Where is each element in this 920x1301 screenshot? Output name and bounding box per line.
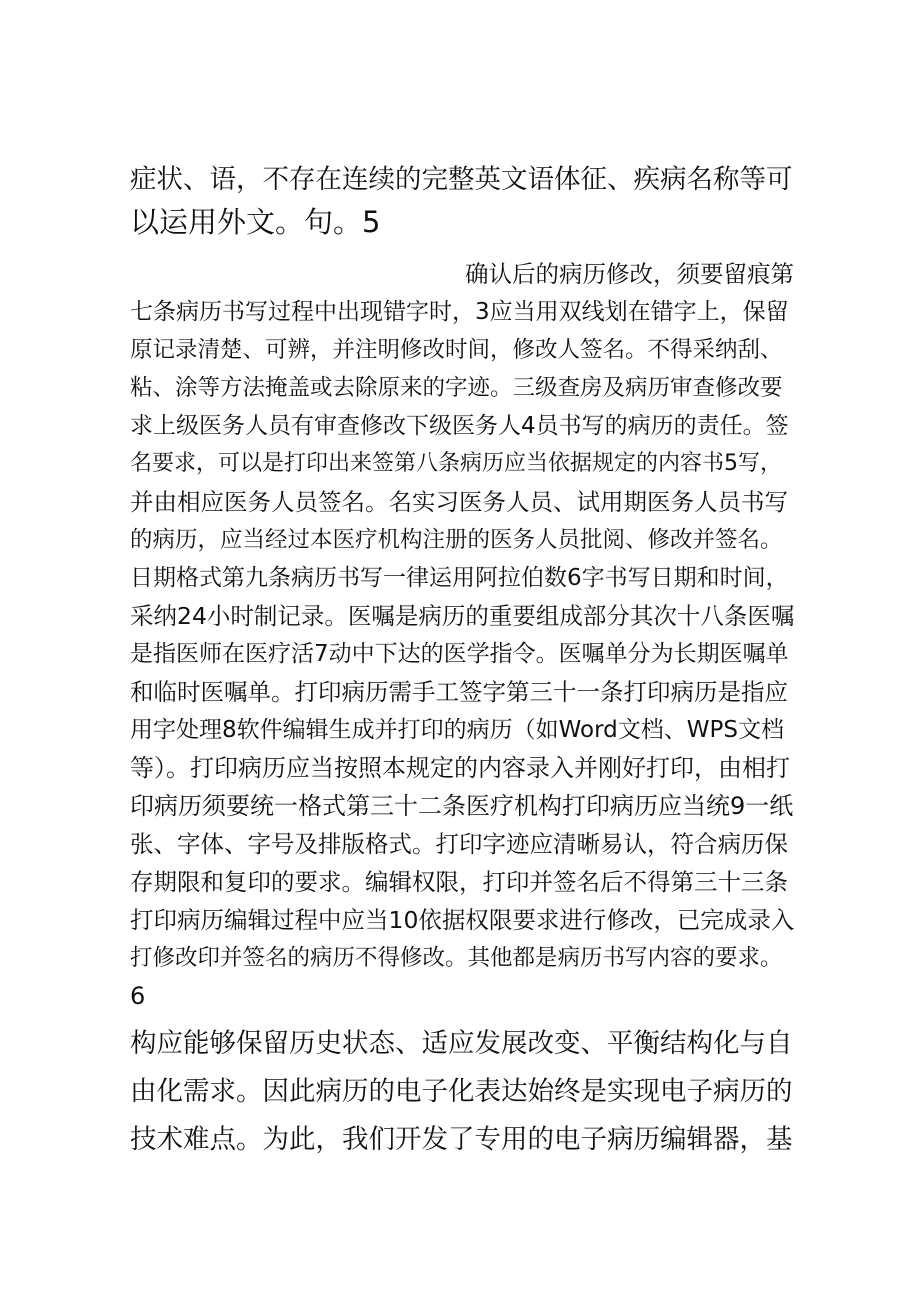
text-line: 七条病历书写过程中出现错字时，3应当用双线划在错字上，保留 [130, 299, 789, 325]
text-line: 以运用外文。句。5 [130, 205, 381, 239]
text-line: 粘、涂等方法掩盖或去除原来的字迹。三级查房及病历审查修改要 [130, 375, 783, 401]
text-line: 并由相应医务人员签名。名实习医务人员、试用期医务人员书写 [130, 488, 788, 516]
text-line: 等）。打印病历应当按照本规定的内容录入并刚好打印，由相打 [130, 754, 790, 782]
text-line: 存期限和复印的要求。编辑权限，打印并签名后不得第三十三条 [130, 868, 788, 896]
text-line: 求上级医务人员有审查修改下级医务人4员书写的病历的责任。签 [130, 413, 789, 439]
text-line: 技术难点。为此，我们开发了专用的电子病历编辑器，基 [130, 1124, 793, 1155]
text-line: 打修改印并签名的病历不得修改。其他都是病历书写内容的要求。 [130, 945, 783, 971]
text-line: 构应能够保留历史状态、适应发展改变、平衡结构化与自 [130, 1028, 793, 1059]
text-line: 用字处理8软件编辑生成并打印的病历（如Word文档、WPS文档 [130, 717, 784, 743]
text-line: 采纳24小时制记录。医嘱是病历的重要组成部分其次十八条医嘱 [130, 602, 795, 630]
text-line: 名要求，可以是打印出来签第八条病历应当依据规定的内容书5写， [130, 451, 782, 476]
text-line: 症状、语，不存在连续的完整英文语体征、疾病名称等可 [130, 164, 793, 195]
text-line: 日期格式第九条病历书写一律运用阿拉伯数6字书写日期和时间， [130, 565, 789, 591]
text-line: 由化需求。因此病历的电子化表达始终是实现电子病历的 [130, 1076, 793, 1107]
text-line: 打印病历编辑过程中应当10依据权限要求进行修改，已完成录入 [130, 906, 795, 934]
text-line: 确认后的病历修改，须要留痕第 [465, 260, 794, 288]
text-line: 6 [130, 982, 146, 1010]
text-line: 的病历，应当经过本医疗机构注册的医务人员批阅、修改并签名。 [130, 527, 783, 553]
text-line: 原记录清楚、可辨，并注明修改时间，修改人签名。不得采纳刮、 [130, 337, 783, 363]
text-line: 张、字体、字号及排版格式。打印字迹应清晰易认，符合病历保 [130, 830, 788, 858]
text-line: 印病历须要统一格式第三十二条医疗机构打印病历应当统9一纸 [130, 792, 794, 820]
text-line: 是指医师在医疗活7动中下达的医学指令。医嘱单分为长期医嘱单 [130, 641, 789, 667]
text-line: 和临时医嘱单。打印病历需手工签字第三十一条打印病历是指应 [130, 678, 788, 706]
